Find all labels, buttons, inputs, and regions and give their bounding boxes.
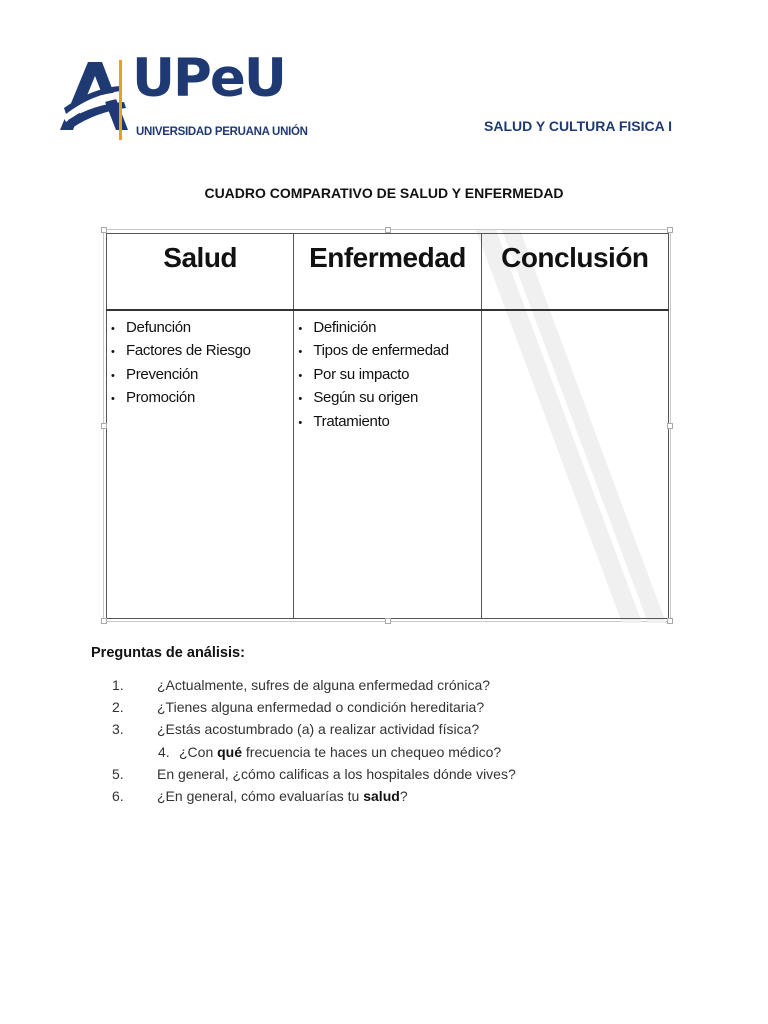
list-item: • Promoción [111,389,195,406]
column-heading-enfermedad: Enfermedad [294,234,481,310]
comparison-table [106,233,669,619]
list-item: • Tipos de enfermedad [298,342,449,359]
list-item: • Prevención [111,365,199,383]
document-title: CUADRO COMPARATIVO DE SALUD Y ENFERMEDAD [204,185,564,201]
resize-handle-top-center[interactable] [385,227,391,233]
enfermedad-cell [294,310,481,619]
resize-handle-bottom-right[interactable] [667,618,673,624]
comparison-table-image[interactable] [103,229,671,622]
list-item: • Tratamiento [298,412,390,430]
logo-wordmark: UPeU [132,48,285,109]
questions-heading: Preguntas de análisis: [91,645,245,661]
list-item: • Según su origen [298,389,419,406]
column-heading-salud: Salud [107,234,294,310]
list-item: • Definición [298,318,377,336]
resize-handle-middle-right[interactable] [667,423,673,429]
list-item: • Defunción [111,318,191,336]
resize-handle-bottom-center[interactable] [385,618,391,624]
conclusion-cell [481,310,668,619]
column-heading-conclusion: Conclusión [481,234,668,310]
resize-handle-top-left[interactable] [101,227,107,233]
resize-handle-middle-left[interactable] [101,423,107,429]
resize-handle-bottom-left[interactable] [101,618,107,624]
list-item: • Por su impacto [298,365,410,383]
list-item: • Factores de Riesgo [111,342,251,359]
resize-handle-top-right[interactable] [667,227,673,233]
logo-subtitle: UNIVERSIDAD PERUANA UNIÓN [136,126,308,138]
salud-cell [107,310,294,619]
course-title: SALUD Y CULTURA FISICA I [484,118,672,134]
